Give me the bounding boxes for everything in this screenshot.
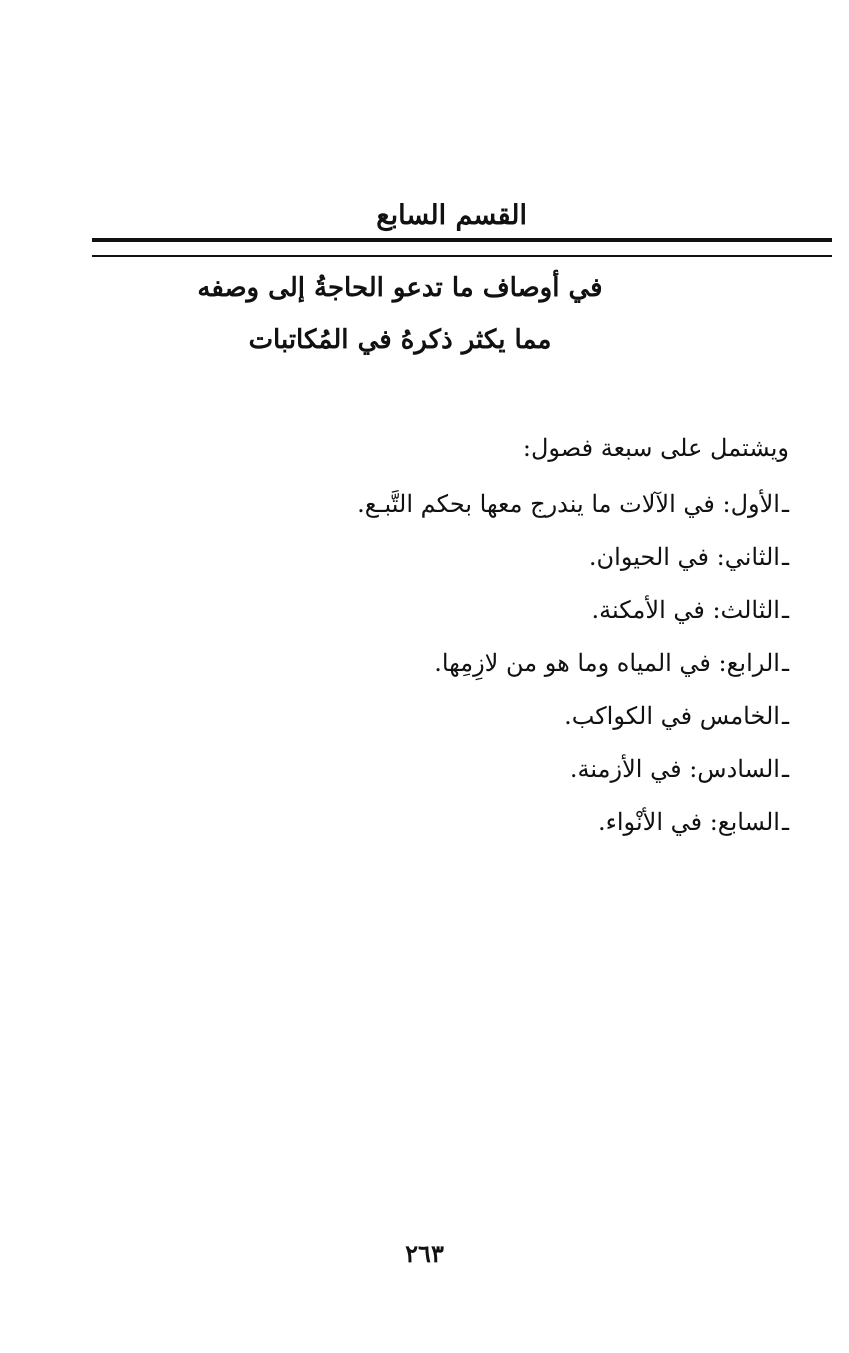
list-dash: ـ [781, 702, 789, 730]
chapter-text: الأول: في الآلات ما يندرج معها بحكم التَّبـع. [357, 490, 780, 518]
list-dash: ـ [781, 649, 789, 677]
header-rule [92, 238, 832, 242]
chapter-text: الثاني: في الحيوان. [588, 543, 780, 571]
list-item [357, 690, 789, 743]
list-item [357, 584, 789, 637]
list-dash: ـ [781, 543, 789, 571]
chapter-list [357, 478, 789, 849]
chapter-text: الثالث: في الأمكنة. [591, 596, 780, 624]
list-dash: ـ [781, 808, 789, 836]
section-title: القسم السابع [376, 200, 527, 231]
list-item [357, 743, 789, 796]
list-item [357, 796, 789, 849]
chapter-text: السادس: في الأزمنة. [569, 755, 780, 783]
list-item [357, 531, 789, 584]
heading-line-2: مما يكثر ذكرهُ في المُكاتبات [248, 325, 552, 355]
list-dash: ـ [781, 755, 789, 783]
list-item [357, 637, 789, 690]
section-heading [150, 262, 650, 366]
chapter-text: الرابع: في المياه وما هو من لازِمِها. [434, 649, 780, 677]
heading-line-1: في أوصاف ما تدعو الحاجةُ إلى وصفه [197, 273, 603, 303]
list-dash: ـ [781, 490, 789, 518]
chapter-text: الخامس في الكواكب. [564, 702, 780, 730]
list-dash: ـ [781, 596, 789, 624]
intro-text: ويشتمل على سبعة فصول: [522, 434, 789, 462]
page-number: ٢٦٣ [405, 1239, 444, 1268]
header-rule-thin [92, 255, 832, 257]
list-item [357, 478, 789, 531]
chapter-text: السابع: في الأنْواء. [597, 808, 780, 836]
